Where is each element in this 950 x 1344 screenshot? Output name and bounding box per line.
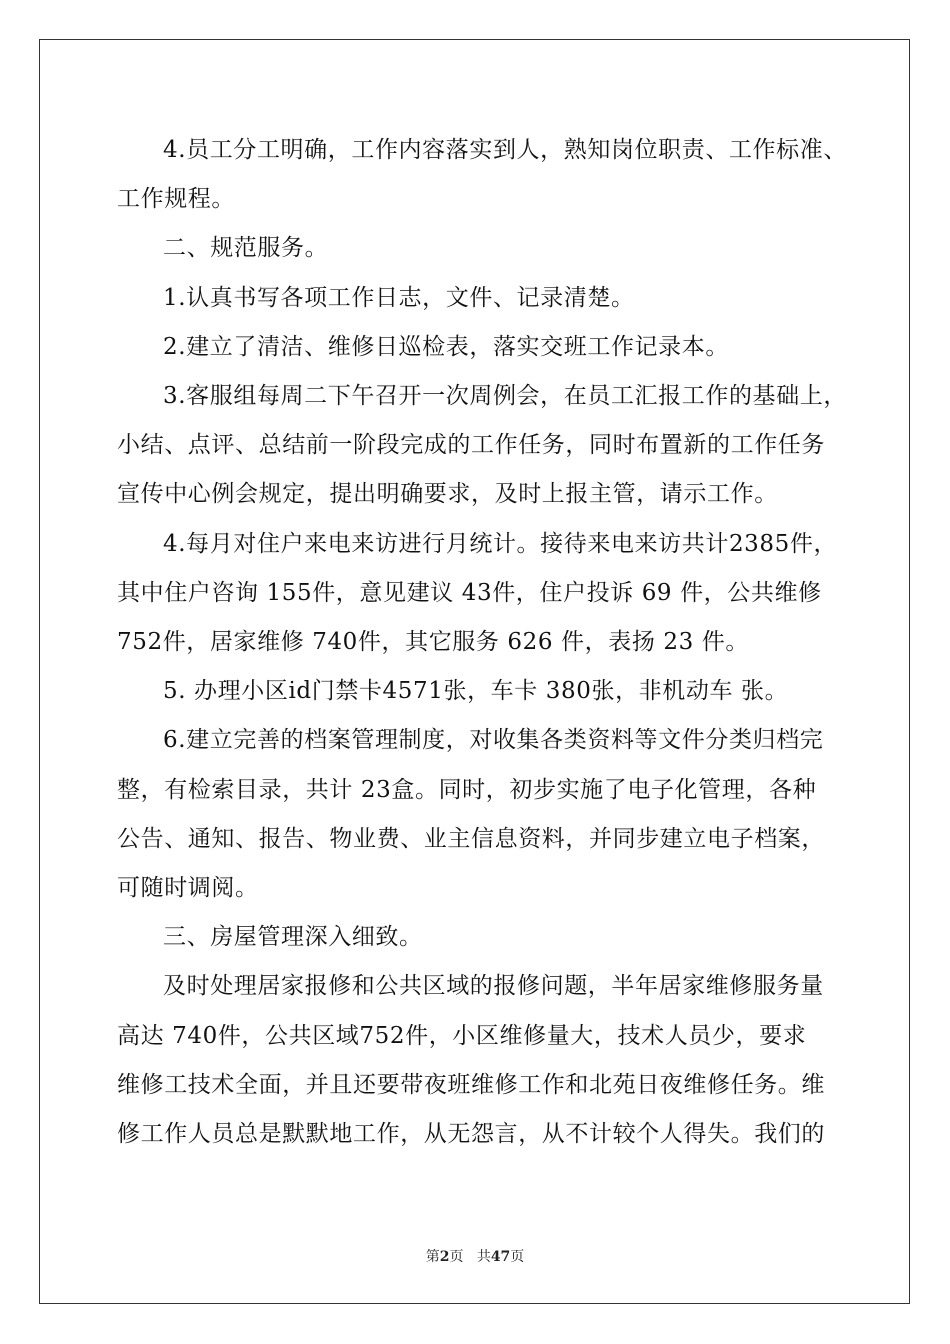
text-line: 可随时调阅。 (117, 875, 259, 902)
text-line: 752件，居家维修 740件，其它服务 626 件，表扬 23 件。 (117, 629, 749, 656)
page-footer (0, 1246, 950, 1266)
footer-total-suffix: 页 (510, 1249, 525, 1265)
text-line: 高达 740件，公共区域752件，小区维修量大，技术人员少，要求 (117, 1022, 807, 1049)
footer-page-number: 2 (439, 1249, 450, 1265)
text-line: 修工作人员总是默默地工作，从无怨言，从不计较个人得失。我们的 (117, 1121, 825, 1148)
text-line: 整，有检索目录，共计 23盒。同时，初步实施了电子化管理，各种 (117, 776, 817, 803)
footer-prefix: 第 (425, 1249, 440, 1265)
paragraph-10 (117, 962, 837, 1159)
paragraph-5 (117, 372, 847, 520)
text-line: 二、规范服务。 (163, 235, 329, 262)
text-line: 1.认真书写各项工作日志，文件、记录清楚。 (163, 284, 635, 311)
paragraph-3 (117, 274, 837, 323)
text-line: 及时处理居家报修和公共区域的报修问题，半年居家维修服务量 (163, 973, 824, 1000)
paragraph-6 (117, 520, 837, 668)
text-line: 公告、通知、报告、物业费、业主信息资料，并同步建立电子档案， (117, 825, 825, 852)
section-heading-9 (117, 913, 837, 962)
text-line: 小结、点评、总结前一阶段完成的工作任务，同时布置新的工作任务 (117, 432, 825, 459)
text-line: 6.建立完善的档案管理制度，对收集各类资料等文件分类归档完 (163, 727, 824, 754)
footer-total-pages: 47 (490, 1249, 511, 1265)
text-line: 工作规程。 (117, 186, 235, 213)
text-line: 4.员工分工明确，工作内容落实到人，熟知岗位职责、工作标准、 (163, 137, 847, 163)
paragraph-1 (117, 126, 847, 224)
section-heading-2 (117, 224, 837, 273)
text-line: 2.建立了清洁、维修日巡检表，落实交班工作记录本。 (163, 333, 729, 360)
text-line: 其中住户咨询 155件，意见建议 43件，住户投诉 69 件，公共维修 (117, 579, 822, 606)
text-line: 三、房屋管理深入细致。 (163, 924, 423, 951)
text-line: 5. 办理小区id门禁卡4571张，车卡 380张，非机动车 张。 (163, 678, 789, 705)
document-body (117, 126, 847, 1159)
paragraph-8 (117, 716, 837, 913)
footer-page-suffix: 页 (449, 1249, 464, 1265)
paragraph-7 (117, 667, 837, 716)
footer-total-prefix: 共 (476, 1249, 491, 1265)
text-line: 4.每月对住户来电来访进行月统计。接待来电来访共计2385件， (163, 530, 838, 557)
text-line: 3.客服组每周二下午召开一次周例会，在员工汇报工作的基础上， (163, 383, 847, 410)
text-line: 宣传中心例会规定，提出明确要求，及时上报主管，请示工作。 (117, 481, 778, 508)
text-line: 维修工技术全面，并且还要带夜班维修工作和北苑日夜维修任务。维 (117, 1071, 825, 1098)
paragraph-4 (117, 323, 837, 372)
